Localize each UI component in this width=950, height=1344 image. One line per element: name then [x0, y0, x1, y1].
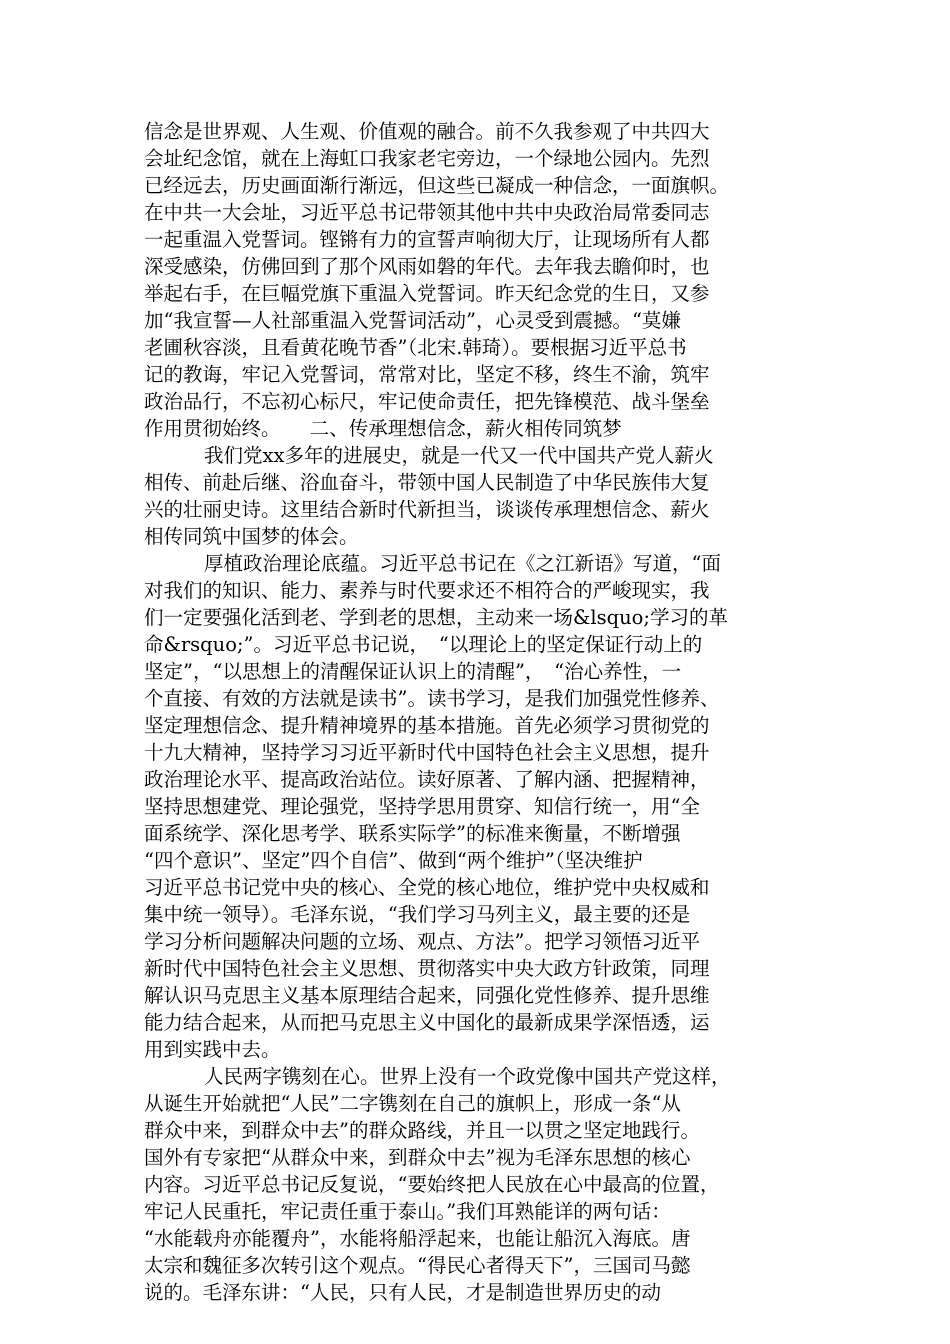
text-line: 坚定理想信念、提升精神境界的基本措施。首先必须学习贯彻党的	[144, 714, 710, 737]
text-line: 十九大精神，坚持学习习近平新时代中国特色社会主义思想，提升	[144, 741, 710, 764]
text-line: 加“我宣誓—人社部重温入党誓词活动”，心灵受到震撼。“莫嫌	[144, 309, 681, 332]
text-line: 坚定”，“以思想上的清醒保证认识上的清醒”， “治心养性，一	[144, 660, 682, 683]
paragraph-start-line: 厚植政治理论底蕴。习近平总书记在《之江新语》写道，“面	[204, 552, 721, 575]
text-line: 命&rsquo;”。习近平总书记说， “以理论上的坚定保证行动上的	[144, 633, 703, 656]
text-line: 记的教诲，牢记入党誓词，常常对比，坚定不移，终生不渝，筑牢	[144, 363, 710, 386]
text-line: 已经远去，历史画面渐行渐远，但这些已凝成一种信念，一面旗帜。	[144, 174, 730, 197]
text-line: “四个意识”、坚定”四个自信”、做到“两个维护”（坚决维护	[144, 849, 643, 872]
text-line: 从诞生开始就把“人民”二字镌刻在自己的旗帜上，形成一条“从	[144, 1092, 681, 1115]
text-line: 习近平总书记党中央的核心、全党的核心地位，维护党中央权威和	[144, 876, 710, 899]
text-line: 太宗和魏征多次转引这个观点。“得民心者得天下”，三国司马懿	[144, 1254, 691, 1277]
text-line: 会址纪念馆，就在上海虹口我家老宅旁边，一个绿地公园内。先烈	[144, 147, 710, 170]
paragraph-start-line: 我们党xx多年的进展史，就是一代又一代中国共产党人薪火	[204, 444, 714, 467]
text-line: 集中统一领导）。毛泽东说，“我们学习马列主义，最主要的还是	[144, 903, 691, 926]
text-line: 解认识马克思主义基本原理结合起来，同强化党性修养、提升思维	[144, 984, 710, 1007]
text-line: 群众中来，到群众中去”的群众路线，并且一以贯之坚定地践行。	[144, 1119, 700, 1142]
text-line: 相传同筑中国梦的体会。	[144, 525, 359, 548]
section-heading-line: 作用贯彻始终。 二、传承理想信念，薪火相传同筑梦	[144, 417, 622, 440]
text-line: 举起右手，在巨幅党旗下重温入党誓词。昨天纪念党的生日，又参	[144, 282, 710, 305]
text-line: 兴的壮丽史诗。这里结合新时代新担当，谈谈传承理想信念、薪火	[144, 498, 710, 521]
text-line: 老圃秋容淡，且看黄花晚节香”（北宋.韩琦）。要根据习近平总书	[144, 336, 687, 359]
text-line: 个直接、有效的方法就是读书”。读书学习，是我们加强党性修养、	[144, 687, 720, 710]
paragraph-start-line: 人民两字镌刻在心。世界上没有一个政党像中国共产党这样，	[204, 1065, 731, 1088]
text-line: 对我们的知识、能力、素养与时代要求还不相符合的严峻现实，我	[144, 579, 710, 602]
text-line: 说的。毛泽东讲：“人民，只有人民，才是制造世界历史的动	[144, 1281, 661, 1304]
text-line: 内容。习近平总书记反复说，“要始终把人民放在心中最高的位置，	[144, 1173, 720, 1196]
text-line: 相传、前赴后继、浴血奋斗，带领中国人民制造了中华民族伟大复	[144, 471, 710, 494]
text-line: 政治理论水平、提高政治站位。读好原著、了解内涵、把握精神，	[144, 768, 710, 791]
text-line: 一起重温入党誓词。铿锵有力的宣誓声响彻大厅，让现场所有人都	[144, 228, 710, 251]
text-line: 面系统学、深化思考学、联系实际学”的标准来衡量，不断增强	[144, 822, 681, 845]
text-line: “水能载舟亦能覆舟”，水能将船浮起来，也能让船沉入海底。唐	[144, 1227, 691, 1250]
document-body	[144, 118, 808, 1306]
text-line: 牢记人民重托，牢记责任重于泰山。”我们耳熟能详的两句话：	[144, 1200, 671, 1223]
text-line: 能力结合起来，从而把马克思主义中国化的最新成果学深悟透，运	[144, 1011, 710, 1034]
text-line: 坚持思想建党、理论强党，坚持学思用贯穿、知信行统一，用“全	[144, 795, 700, 818]
text-line: 在中共一大会址，习近平总书记带领其他中共中央政治局常委同志	[144, 201, 710, 224]
text-line: 信念是世界观、人生观、价值观的融合。前不久我参观了中共四大	[144, 120, 710, 143]
text-line: 们一定要强化活到老、学到老的思想，主动来一场&lsquo;学习的革	[144, 606, 728, 629]
text-line: 新时代中国特色社会主义思想、贯彻落实中央大政方针政策，同理	[144, 957, 710, 980]
text-line: 国外有专家把“从群众中来，到群众中去”视为毛泽东思想的核心	[144, 1146, 691, 1169]
text-line: 学习分析问题解决问题的立场、观点、方法”。把学习领悟习近平	[144, 930, 700, 953]
text-line: 政治品行，不忘初心标尺，牢记使命责任，把先锋模范、战斗堡垒	[144, 390, 710, 413]
text-line: 用到实践中去。	[144, 1038, 281, 1061]
text-line: 深受感染，仿佛回到了那个风雨如磐的年代。去年我去瞻仰时，也	[144, 255, 710, 278]
